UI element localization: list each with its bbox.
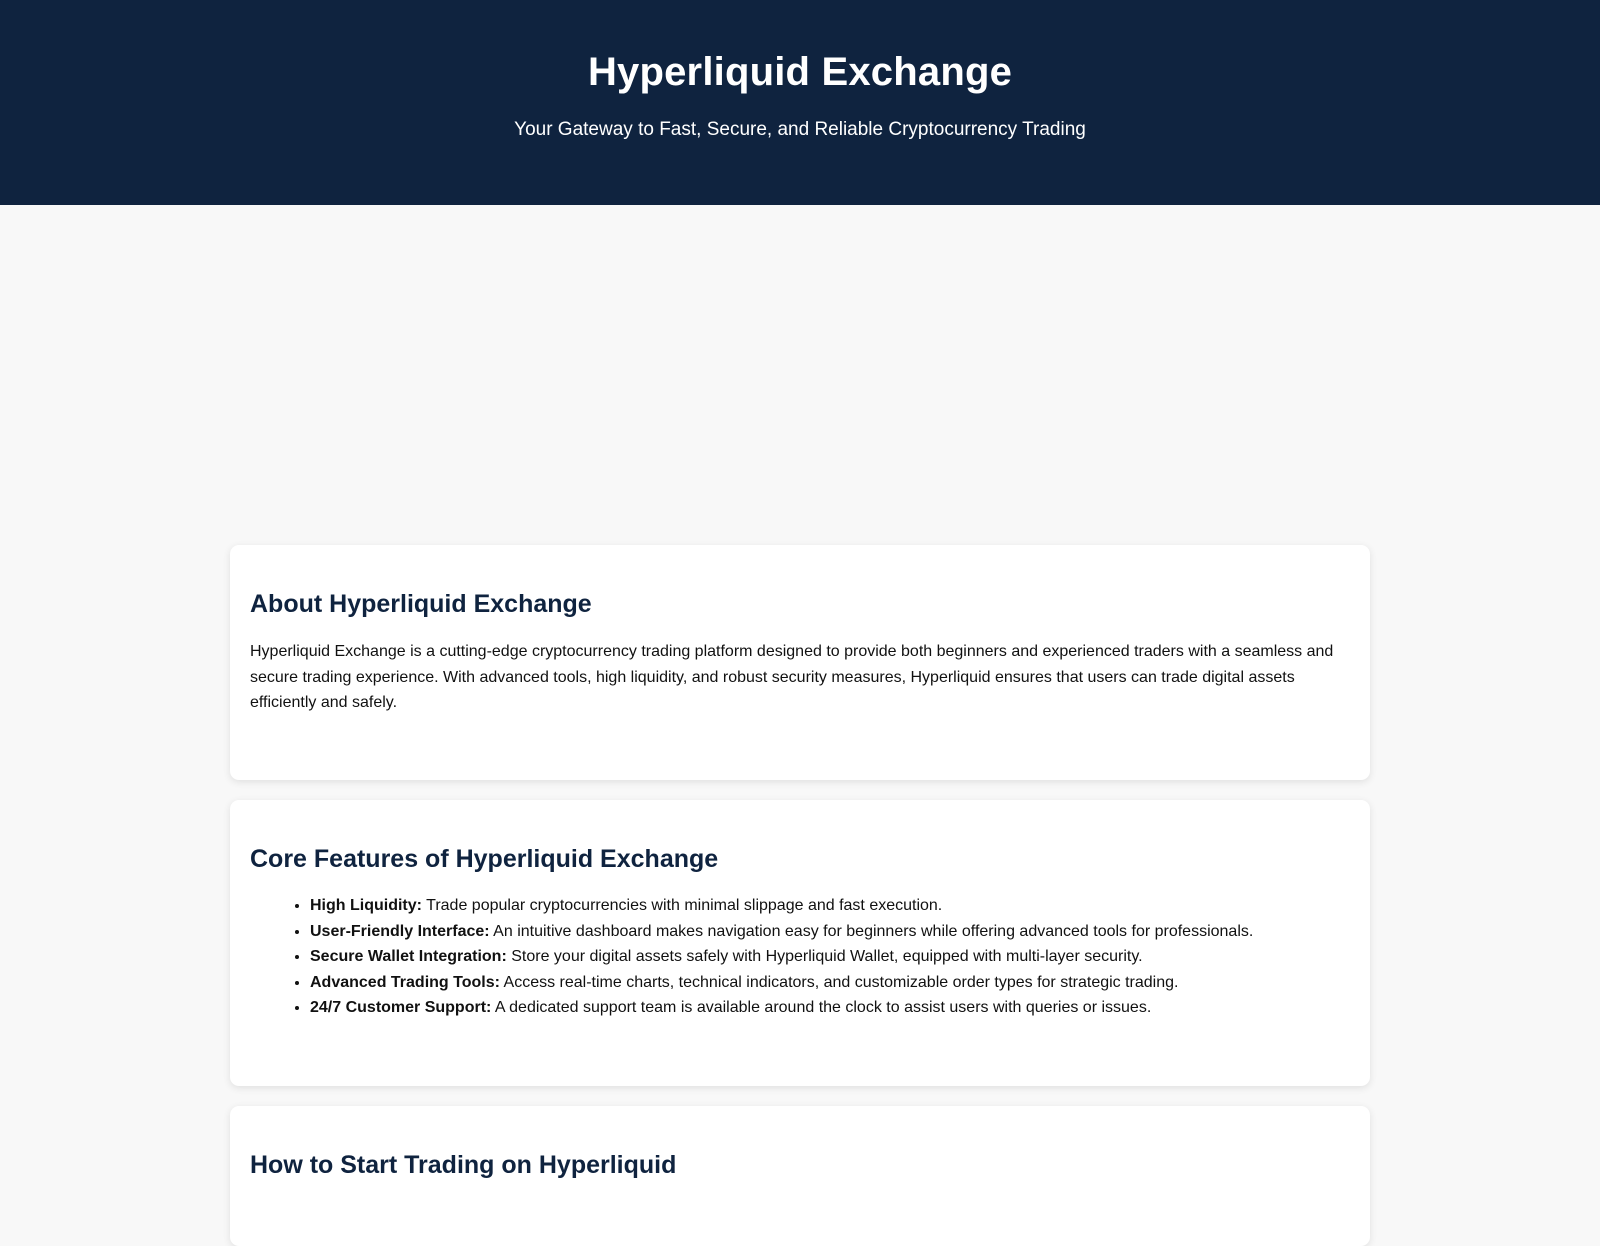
feature-title: 24/7 Customer Support: <box>310 999 492 1016</box>
feature-text: An intuitive dashboard makes navigation easy for beginners while offering advanced tools for professionals. <box>489 922 1254 940</box>
start-trading-heading: How to Start Trading on Hyperliquid <box>250 1151 677 1179</box>
feature-text: A dedicated support team is available around the clock to assist users with queries or issues. <box>491 999 1152 1016</box>
feature-item <box>310 995 1350 1021</box>
feature-title: User-Friendly Interface: <box>310 922 490 940</box>
feature-item <box>310 919 1350 945</box>
start-trading-section <box>230 1106 1370 1246</box>
site-header <box>0 0 1600 205</box>
feature-text: Trade popular cryptocurrencies with minimal slippage and fast execution. <box>421 897 943 914</box>
feature-item <box>310 893 1350 919</box>
about-text: Hyperliquid Exchange is a cutting-edge cryptocurrency trading platform designed to provide both beginners and experienced traders with a seamless and secure trading experience. With advanced tools, high liquidity, and robust security measures, Hyperliquid ensures that users can trade digital assets efficiently and safely. <box>250 643 1334 711</box>
feature-title: Secure Wallet Integration: <box>310 948 507 965</box>
hero-empty-area <box>0 205 1600 545</box>
feature-title: Advanced Trading Tools: <box>310 973 500 991</box>
site-subtitle: Your Gateway to Fast, Secure, and Reliable Cryptocurrency Trading <box>514 119 1086 140</box>
about-section <box>230 545 1370 780</box>
about-heading: About Hyperliquid Exchange <box>250 590 592 618</box>
feature-list <box>250 893 1350 1021</box>
site-title: Hyperliquid Exchange <box>587 50 1013 94</box>
feature-item <box>310 970 1350 996</box>
feature-item <box>310 944 1350 970</box>
feature-text: Store your digital assets safely with Hyperliquid Wallet, equipped with multi-layer security. <box>506 948 1143 965</box>
feature-title: High Liquidity: <box>310 897 422 914</box>
features-heading: Core Features of Hyperliquid Exchange <box>250 845 719 873</box>
features-section <box>230 800 1370 1086</box>
feature-text: Access real-time charts, technical indicators, and customizable order types for strategic trading. <box>499 973 1179 991</box>
